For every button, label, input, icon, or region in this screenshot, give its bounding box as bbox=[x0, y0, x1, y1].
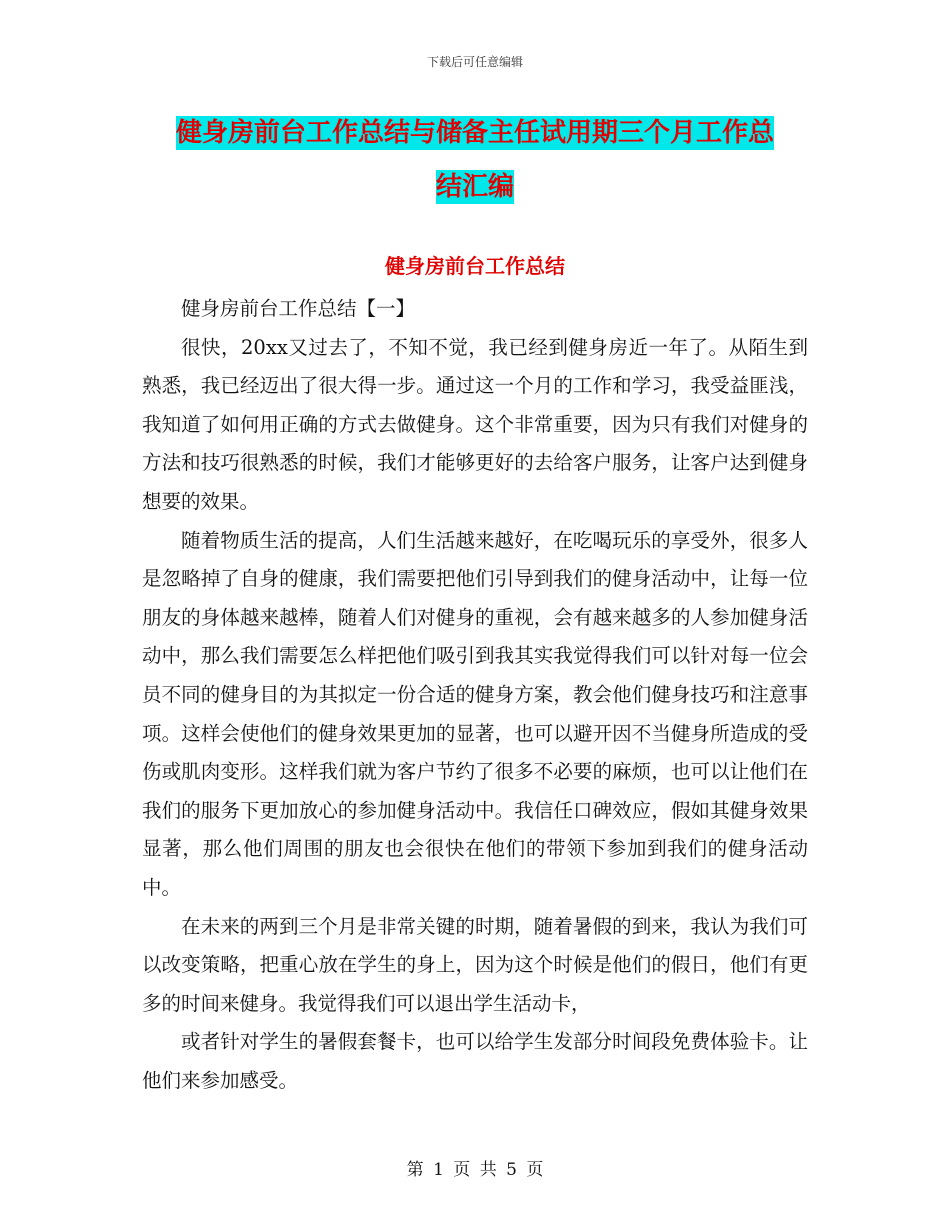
paragraph: 或者针对学生的暑假套餐卡，也可以给学生发部分时间段免费体验卡。让他们来参加感受。 bbox=[142, 1030, 808, 1092]
paragraph: 很快，20xx又过去了，不知不觉，我已经到健身房近一年了。从陌生到熟悉，我已经迈出了很大得一步。通过这一个月的工作和学习，我受益匪浅，我知道了如何用正确的方式去做健身。这个非常重要，因为只有我们对健身的方法和技巧很熟悉的时候，我们才能够更好的去给客户服务，让客户达到健身想要的效果。 bbox=[142, 335, 808, 513]
document-title bbox=[150, 106, 800, 214]
paragraph: 随着物质生活的提高，人们生活越来越好，在吃喝玩乐的享受外，很多人是忽略掉了自身的健康，我们需要把他们引导到我们的健身活动中，让每一位朋友的身体越来越棒，随着人们对健身的重视，会有越来越多的人参加健身活动中，那么我们需要怎么样把他们吸引到我其实我觉得我们可以针对每一位会员不同的健身目的为其拟定一份合适的健身方案，教会他们健身技巧和注意事项。这样会使他们的健身效果更加的显著，也可以避开因不当健身所造成的受伤或肌肉变形。这样我们就为客户节约了很多不必要的麻烦，也可以让他们在我们的服务下更加放心的参加健身活动中。我信任口碑效应，假如其健身效果显著，那么他们周围的朋友也会很快在他们的带领下参加到我们的健身活动中。 bbox=[142, 528, 808, 899]
section-title: 健身房前台工作总结 bbox=[385, 254, 565, 278]
header-note: 下载后可任意编辑 bbox=[426, 55, 523, 69]
subheading: 健身房前台工作总结【一】 bbox=[181, 297, 416, 320]
paragraph: 在未来的两到三个月是非常关键的时期，随着暑假的到来，我认为我们可以改变策略，把重心放在学生的身上，因为这个时候是他们的假日，他们有更多的时间来健身。我觉得我们可以退出学生活动卡， bbox=[142, 914, 808, 1015]
title-line-2: 结汇编 bbox=[435, 172, 514, 202]
title-line-1: 健身房前台工作总结与储备主任试用期三个月工作总 bbox=[175, 118, 774, 148]
page-footer: 第 1 页 共 5 页 bbox=[406, 1160, 544, 1180]
document-body bbox=[142, 290, 808, 1100]
